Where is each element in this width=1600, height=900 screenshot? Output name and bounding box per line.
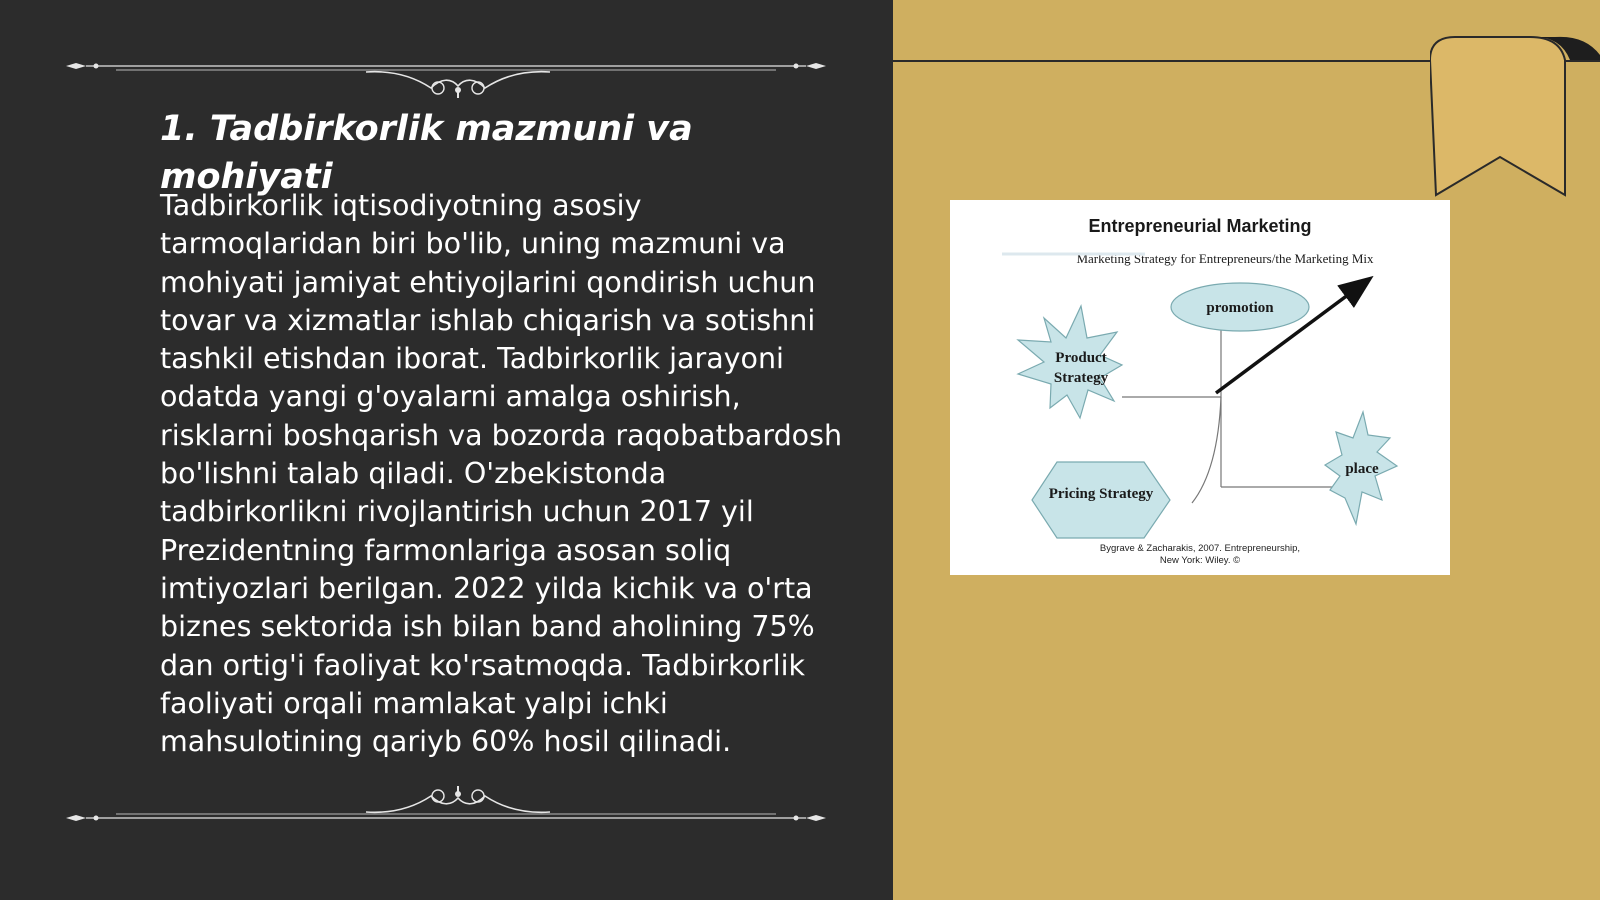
place-label: place bbox=[1345, 461, 1379, 477]
credit-line-2: New York: Wiley. © bbox=[1159, 555, 1241, 566]
marketing-mix-diagram bbox=[950, 200, 1450, 575]
ornament-frame-top bbox=[66, 58, 826, 98]
product-label-line1: Product bbox=[1055, 350, 1107, 366]
slide-title: 1. Tadbirkorlik mazmuni va mohiyati bbox=[160, 109, 693, 197]
connector-to-pricing bbox=[1192, 397, 1221, 503]
pricing-label: Pricing Strategy bbox=[1048, 486, 1154, 502]
credit-line-1: Bygrave & Zacharakis, 2007. Entrepreneurship, bbox=[1099, 543, 1301, 554]
figure-credit bbox=[1050, 543, 1350, 567]
figure-title: Entrepreneurial Marketing bbox=[1088, 216, 1312, 236]
ornament-frame-bottom bbox=[66, 786, 826, 826]
bookmark-ribbon-icon bbox=[1430, 35, 1600, 205]
product-label-line2: Strategy bbox=[1053, 370, 1109, 386]
figure-subtitle: Marketing Strategy for Entrepreneurs/the Marketing Mix bbox=[1076, 251, 1374, 266]
marketing-mix-figure bbox=[950, 200, 1450, 575]
slide-body-text: Tadbirkorlik iqtisodiyotning asosiy tarmoqlaridan biri bo'lib, uning mazmuni va mohiyati jamiyat ehtiyojlarini qondirish uchun tovar va xizmatlar ishlab chiqarish va sotishni tashkil etishdan iborat. Tadbirkorlik jarayoni odatda yangi g'oyalarni amalga oshirish, risklarni boshqarish va bozorda raqobatbardosh bo'lishni talab qiladi. O'zbekistonda tadbirkorlikni rivojlantirish uchun 2017 yil Prezidentning farmonlariga asosan soliq imtiyozlari berilgan. 2022 yilda kichik va o'rta biznes sektorida ish bilan band aholining 75% dan ortig'i faoliyat ko'rsatmoqda. Tadbirkorlik faoliyati orqali mamlakat yalpi ichki mahsulotining qariyb 60% hosil qilinadi. bbox=[160, 189, 843, 759]
promotion-label: promotion bbox=[1206, 300, 1274, 316]
